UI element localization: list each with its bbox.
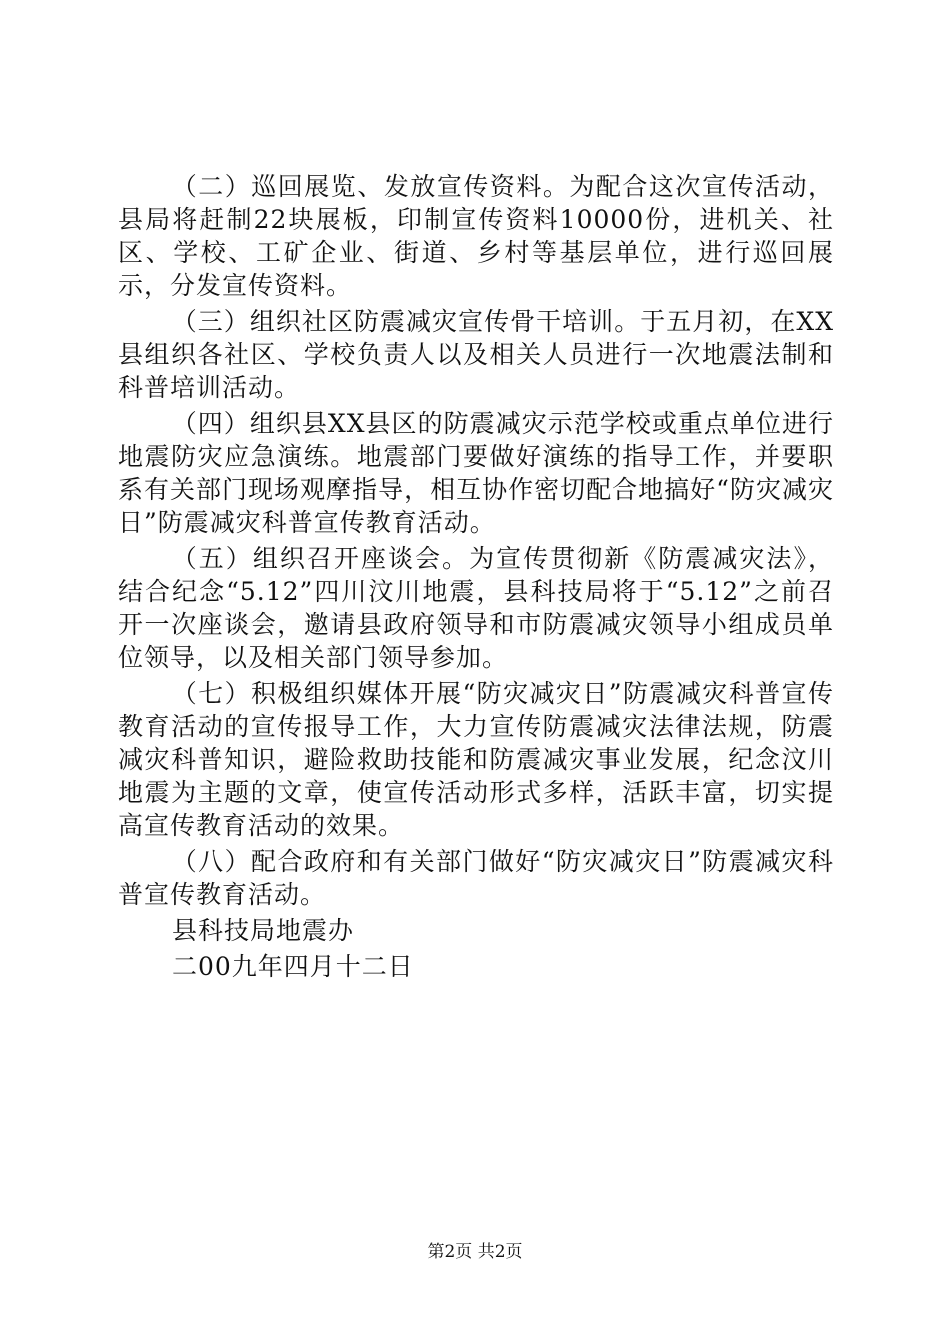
paragraph-3: （三）组织社区防震减灾宣传骨干培训。于五月初，在XX县组织各社区、学校负责人以及相关人员进行一次地震法制和科普培训活动。 xyxy=(118,307,834,402)
paragraph-4: （四）组织县XX县区的防震减灾示范学校或重点单位进行地震防灾应急演练。地震部门要做好演练的指导工作，并要职系有关部门现场观摩指导，相互协作密切配合地搞好“防灾减灾日”防震减灾科普宣传教育活动。 xyxy=(118,409,834,537)
document-body xyxy=(118,170,834,986)
paragraph-7: （七）积极组织媒体开展“防灾减灾日”防震减灾科普宣传教育活动的宣传报导工作，大力宣传防震减灾法律法规，防震减灾科普知识，避险救助技能和防震减灾事业发展，纪念汶川地震为主题的文章，使宣传活动形式多样，活跃丰富，切实提高宣传教育活动的效果。 xyxy=(118,679,834,840)
paragraph-8: （八）配合政府和有关部门做好“防灾减灾日”防震减灾科普宣传教育活动。 xyxy=(118,847,834,909)
paragraph-2: （二）巡回展览、发放宣传资料。为配合这次宣传活动，县局将赶制22块展板，印制宣传资料10000份，进机关、社区、学校、工矿企业、街道、乡村等基层单位，进行巡回展示，分发宣传资料。 xyxy=(118,172,834,300)
signature-date: 二00九年四月十二日 xyxy=(172,952,414,981)
paragraph-5: （五）组织召开座谈会。为宣传贯彻新《防震减灾法》，结合纪念“5.12”四川汶川地震，县科技局将于“5.12”之前召开一次座谈会，邀请县政府领导和市防震减灾领导小组成员单位领导，以及相关部门领导参加。 xyxy=(118,544,834,672)
page-footer: 第2页 共2页 xyxy=(427,1242,523,1262)
signature-issuer: 县科技局地震办 xyxy=(172,916,355,945)
